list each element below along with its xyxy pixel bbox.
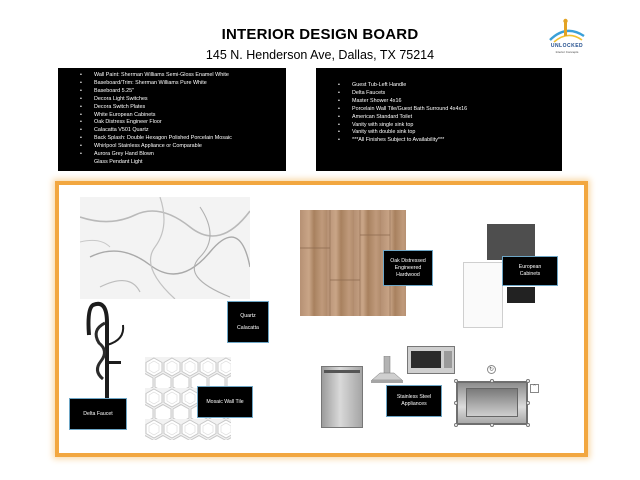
logo-tagline: Interior Concepts (555, 50, 579, 54)
spec-item: • Back Splash: Double Hexagon Polished Porcelain Mosaic (94, 135, 286, 143)
appliances-label-line2: Appliances (401, 401, 427, 407)
spec-item: • Vanity with double sink top (352, 129, 562, 137)
microwave-image (407, 346, 455, 374)
resize-handle[interactable] (526, 423, 530, 427)
spec-item: • American Standard Toilet (352, 114, 562, 122)
resize-handle[interactable] (526, 379, 530, 383)
appliances-label (386, 385, 442, 417)
cabinet-label (502, 256, 558, 286)
spec-item: • Whirlpool Stainless Appliance or Comparable (94, 143, 286, 151)
wood-label (383, 250, 433, 286)
cabinet-label-line1: European (518, 264, 542, 270)
logo-text: UNLOCKED (550, 43, 584, 49)
spec-item: • Porcelain Wall Tile/Guest Bath Surround 4x4x16 (352, 106, 562, 114)
resize-handle[interactable] (526, 401, 530, 405)
range-hood-image (368, 356, 406, 386)
spec-item: • Guest Tub-Left Handle (352, 82, 562, 90)
resize-handle[interactable] (454, 379, 458, 383)
spec-item: • ***All Finishes Subject to Availability*** (352, 137, 562, 145)
key-icon (536, 18, 598, 44)
spec-item: • White European Cabinets (94, 112, 286, 120)
faucet-label (69, 398, 127, 430)
quartz-label-line2: Calacatta (237, 324, 259, 331)
resize-handle[interactable] (454, 423, 458, 427)
resize-handle[interactable] (454, 401, 458, 405)
quartz-label (227, 301, 269, 343)
spec-item: • Oak Distress Engineer Floor (94, 119, 286, 127)
specs-box-left (58, 68, 286, 171)
spec-item: • Delta Faucets (352, 90, 562, 98)
appliances-label-line1: Stainless Steel (396, 394, 432, 400)
spec-item: • Aurora Grey Hand Blown (94, 151, 286, 159)
quartz-label-line1: Quartz (240, 312, 256, 319)
faucet-image (85, 295, 135, 410)
mosaic-label (197, 386, 253, 418)
spec-item: • Baseboard/Trim: Sherman Williams Pure White (94, 80, 286, 88)
spec-item: • Wall Paint: Sherman Williams Semi-Gloss Enamel White (94, 72, 286, 80)
wood-label-line2: Engineered (394, 264, 422, 271)
address: 145 N. Henderson Ave, Dallas, TX 75214 (205, 48, 435, 62)
cabinet-label-line2: Cabinets (519, 271, 541, 277)
page-title: INTERIOR DESIGN BOARD (221, 26, 419, 43)
specs-box-right (316, 68, 562, 171)
spec-item: Glass Pendant Light (94, 158, 143, 165)
white-cabinet-sample (463, 262, 503, 328)
wood-label-line3: Hardwood (396, 271, 420, 278)
dishwasher-image (321, 366, 363, 428)
resize-handle[interactable] (490, 423, 494, 427)
rotate-handle-icon[interactable]: ↻ (488, 367, 495, 373)
quartz-sample-image (80, 197, 250, 299)
spec-item: • Baseboard 5.25" (94, 88, 286, 96)
spec-item: • Vanity with single sink top (352, 122, 562, 130)
unlocked-logo (536, 18, 598, 60)
layout-options-icon[interactable]: ˆ (530, 384, 539, 393)
dark-cabinet-sample (487, 224, 535, 260)
mosaic-label-text: Mosaic Wall Tile (206, 398, 244, 405)
spec-item: • Decora Light Switches (94, 96, 286, 104)
black-cabinet-sample (507, 287, 535, 303)
spec-item: • Master Shower 4x16 (352, 98, 562, 106)
sink-image[interactable] (456, 381, 528, 425)
faucet-label-text: Delta Faucet (83, 410, 113, 417)
resize-handle[interactable] (490, 379, 494, 383)
spec-item: • Decora Switch Plates (94, 104, 286, 112)
spec-item: • Calacatta V501 Quartz (94, 127, 286, 135)
wood-label-line1: Oak Distressed (390, 257, 426, 264)
